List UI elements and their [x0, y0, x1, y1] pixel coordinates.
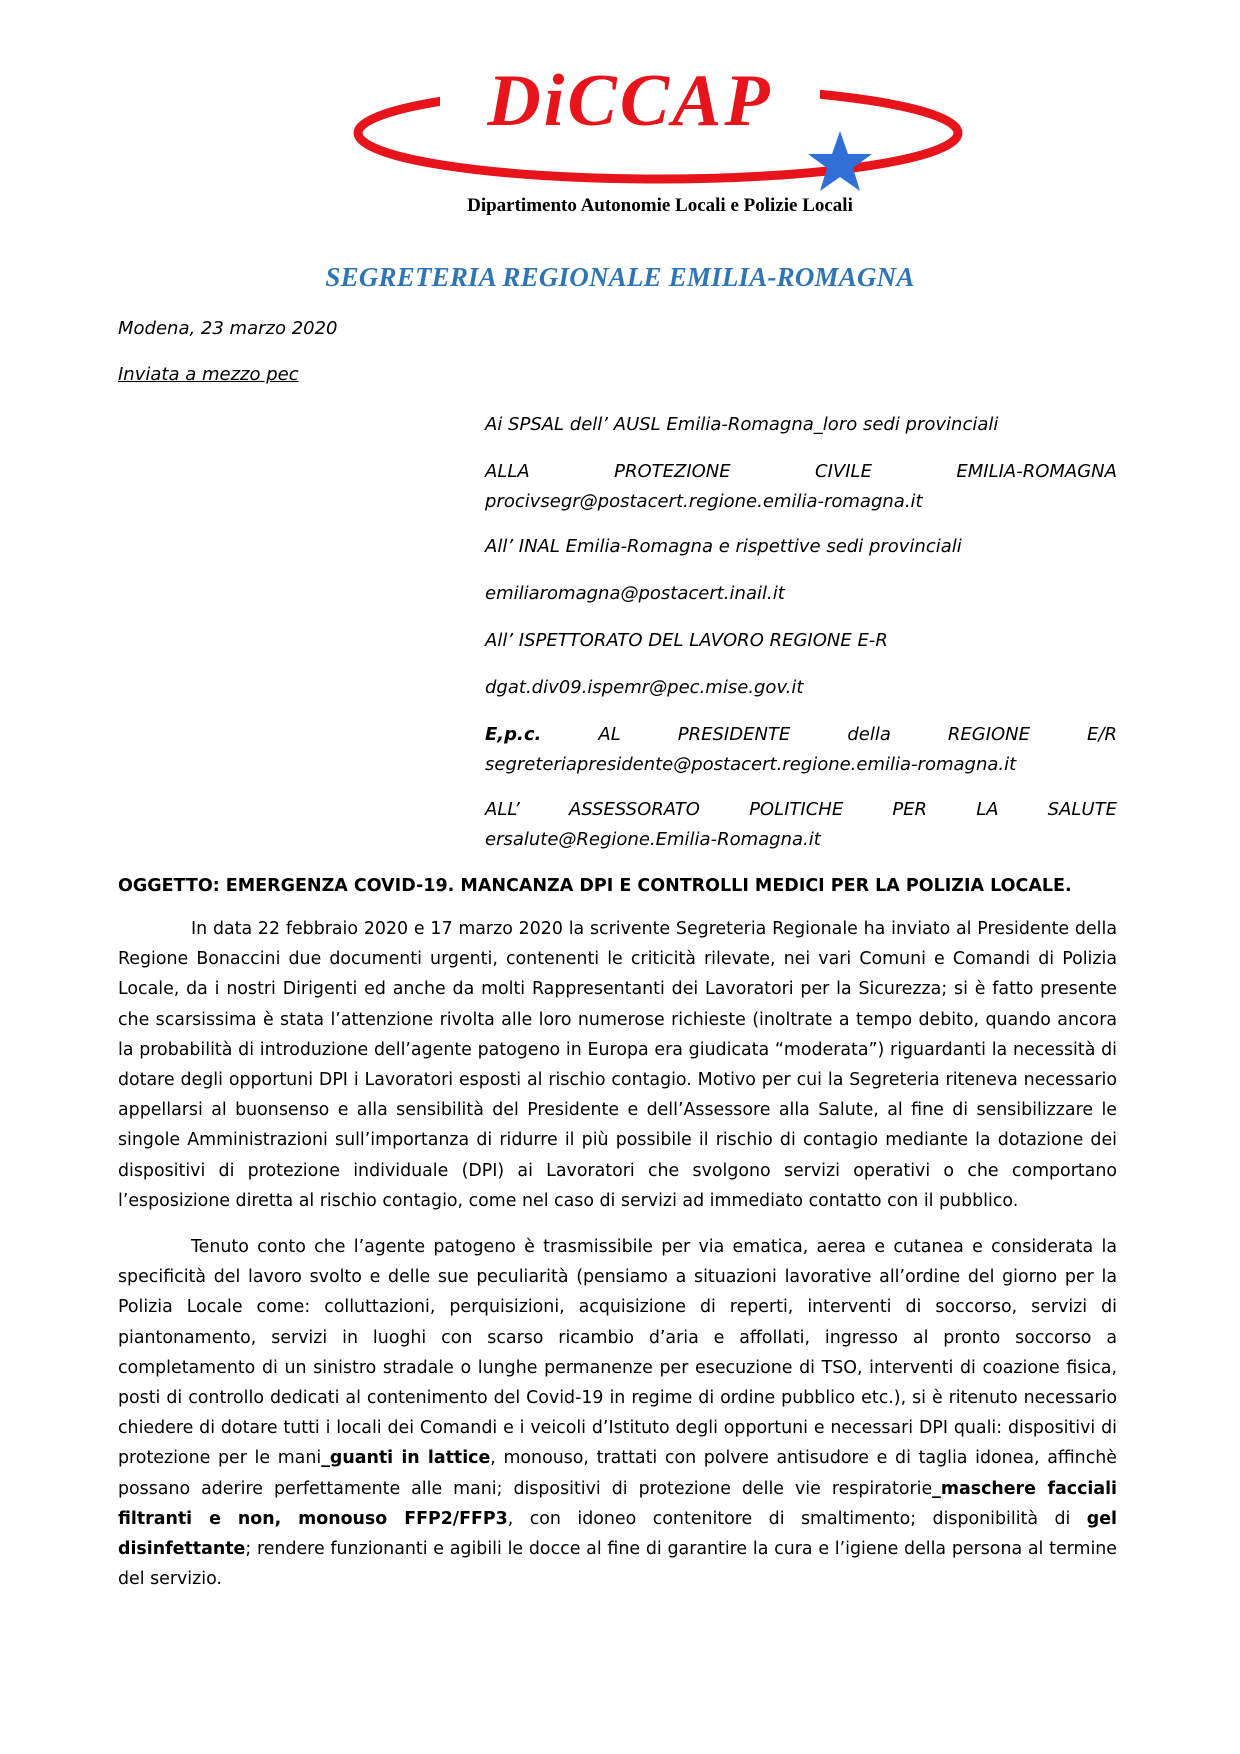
- body-paragraph: In data 22 febbraio 2020 e 17 marzo 2020 la scrivente Segreteria Regionale ha inviato al Presidente della Regione Bonaccini due documenti urgenti, contenenti le criticità rilevate, nei vari Comuni e Comandi di Polizia Locale, da i nostri Dirigenti ed anche da molti Rappresentanti dei Lavoratori per la Sicurezza; si è fatto presente che scarsissima è stata l’attenzione rivolta alle loro numerose richieste (inoltrate a tempo debito, quando ancora la probabilità di introduzione dell’agente patogeno in Europa era giudicata “moderata”) riguardanti la necessità di dotare degli opportuni DPI i Lavoratori esposti al rischio contagio. Motivo per cui la Segreteria riteneva necessario appellarsi al buonsenso e alla sensibilità del Presidente e dell’Assessore alla Salute, al fine di sensibilizzare le singole Amministrazioni sull’importanza di ridurre il più possibile il rischio di contagio mediante la dotazione dei dispositivi di protezione individuale (DPI) ai Lavoratori che svolgono servizi operativi o che comportano l’esposizione diretta al rischio contagio, come nel caso di servizi ad immediato contatto con il pubblico.: [118, 919, 1117, 1211]
- recipient-email: ersalute@Regione.Emilia-Romagna.it: [485, 829, 821, 850]
- diccap-logo: [340, 55, 980, 220]
- diccap-logo-graphic: [340, 55, 980, 195]
- letter-body: [118, 914, 1117, 1610]
- highlight-gloves: _guanti in lattice: [321, 1448, 491, 1469]
- recipient-presidente: E,p.c. AL PRESIDENTE della REGIONE E/R segreteriapresidente@postacert.regione.emilia-romagna.it: [485, 720, 1117, 780]
- segreteria-heading: SEGRETERIA REGIONALE EMILIA-ROMAGNA: [325, 262, 915, 292]
- epc-label: E,p.c.: [485, 724, 542, 745]
- sent-via-pec: Inviata a mezzo pec: [118, 364, 299, 385]
- recipient-protezione-civile: ALLA PROTEZIONE CIVILE EMILIA-ROMAGNA procivsegr@postacert.regione.emilia-romagna.it: [485, 457, 1117, 517]
- recipient-email: emiliaromagna@postacert.inail.it: [485, 583, 785, 604]
- highlight-masks: _maschere facciali filtranti e non, monouso FFP2/FFP3: [118, 1478, 1117, 1529]
- recipient-email: dgat.div09.ispemr@pec.mise.gov.it: [485, 677, 804, 698]
- letter-date: Modena, 23 marzo 2020: [118, 318, 338, 339]
- recipient-spsal: Ai SPSAL dell’ AUSL Emilia-Romagna_loro sedi provinciali: [485, 414, 999, 435]
- logo-wordmark: DiCCAP: [487, 60, 773, 142]
- recipient-email: procivsegr@postacert.regione.emilia-romagna.it: [485, 491, 923, 512]
- subject-line: OGGETTO: EMERGENZA COVID-19. MANCANZA DPI E CONTROLLI MEDICI PER LA POLIZIA LOCALE.: [118, 876, 1072, 896]
- body-paragraph: Tenuto conto che l’agente patogeno è trasmissibile per via ematica, aerea e cutanea e considerata la specificità del lavoro svolto e delle sue peculiarità (pensiamo a situazioni lavorative all’ordine del giorno per la Polizia Locale come: colluttazioni, perquisizioni, acquisizione di reperti, interventi di soccorso, servizi di piantonamento, servizi in luoghi con scarso ricambio d’aria e affollati, ingresso al pronto soccorso a completamento di un sinistro stradale o lunghe permanenze per esecuzione di TSO, interventi di coazione fisica, posti di controllo dedicati al contenimento del Covid-19 in regime di ordine pubblico etc.), si è ritenuto necessario chiedere di dotare tutti i locali dei Comandi e i veicoli d’Istituto degli opportuni e necessari DPI quali: dispositivi di protezione per le mani_guanti in lattice, monouso, trattati con polvere antisudore e di taglia idonea, affinchè possano aderire perfettamente alle mani; dispositivi di protezione delle vie respiratorie_maschere facciali filtranti e non, monouso FFP2/FFP3, con idoneo contenitore di smaltimento; disponibilità di gel disinfettante; rendere funzionanti e agibili le docce al fine di garantire la cura e l’igiene della persona al termine del servizio.: [118, 1237, 1117, 1590]
- star-icon: [808, 131, 872, 191]
- highlight-gel: gel disinfettante: [118, 1508, 1117, 1560]
- recipient-ispettorato: All’ ISPETTORATO DEL LAVORO REGIONE E-R: [485, 630, 888, 651]
- recipient-email: segreteriapresidente@postacert.regione.emilia-romagna.it: [485, 754, 1017, 775]
- recipients-block: [485, 410, 1117, 870]
- recipient-assessorato: ALL’ ASSESSORATO POLITICHE PER LA SALUTE ersalute@Regione.Emilia-Romagna.it: [485, 795, 1117, 855]
- recipient-inal: All’ INAL Emilia-Romagna e rispettive sedi provinciali: [485, 536, 962, 557]
- logo-subtitle: Dipartimento Autonomie Locali e Polizie Locali: [467, 195, 853, 216]
